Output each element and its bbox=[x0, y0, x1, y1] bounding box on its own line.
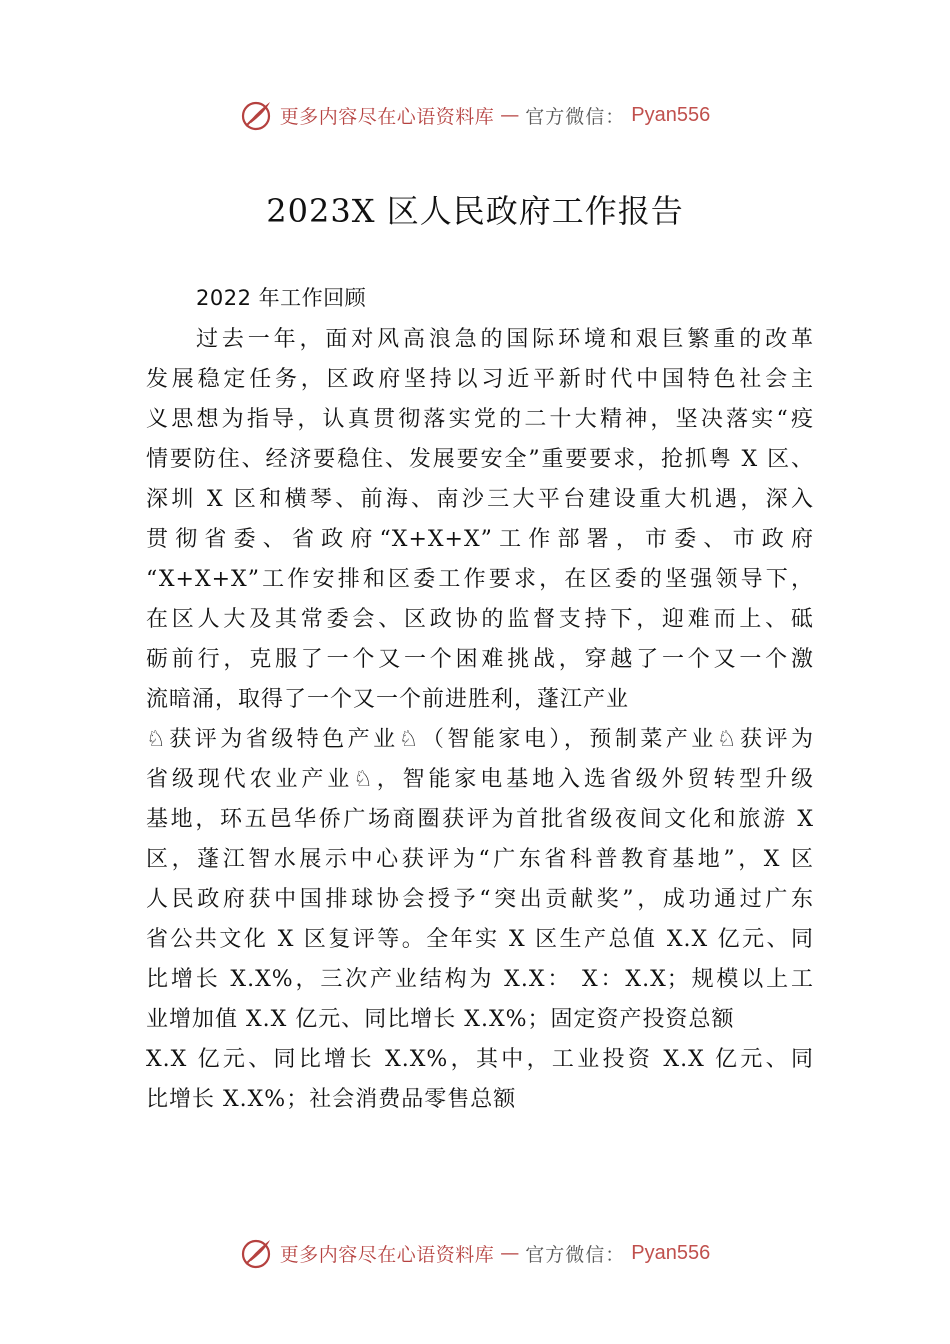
quill-logo-icon bbox=[240, 1236, 274, 1270]
banner-wechat-id: Pyan556 bbox=[631, 103, 711, 126]
paragraph-line: 发展稳定任务，区政府坚持以习近平新时代中国特色社会主 bbox=[146, 367, 814, 392]
banner-brand-text: 更多内容尽在心语资料库 bbox=[279, 1243, 495, 1266]
paragraph-line: 贯彻省委、省政府“X+X+X”工作部署，市委、市政府 bbox=[146, 527, 814, 552]
paragraph-line: X.X 亿元、同比增长 X.X%，其中，工业投资 X.X 亿元、同 bbox=[146, 1047, 814, 1072]
banner-wechat-id: Pyan556 bbox=[631, 1241, 711, 1264]
paragraph-line: 区，蓬江智水展示中心获评为“广东省科普教育基地”，X 区 bbox=[146, 847, 814, 872]
paragraph-line: 义思想为指导，认真贯彻落实党的二十大精神，坚决落实“疫 bbox=[146, 407, 814, 432]
footer-banner bbox=[0, 1233, 950, 1273]
banner-brand-text: 更多内容尽在心语资料库 bbox=[279, 105, 495, 128]
paragraph-line: 在区人大及其常委会、区政协的监督支持下，迎难而上、砥 bbox=[146, 607, 814, 632]
paragraph-line: 深圳 X 区和横琴、前海、南沙三大平台建设重大机遇，深入 bbox=[146, 487, 814, 512]
header-banner bbox=[0, 95, 950, 135]
report-paragraph bbox=[146, 320, 814, 1120]
paragraph-line: 基地，环五邑华侨广场商圈获评为首批省级夜间文化和旅游 X bbox=[146, 807, 814, 832]
paragraph-line: 省公共文化 X 区复评等。全年实 X 区生产总值 X.X 亿元、同 bbox=[146, 927, 814, 952]
paragraph-line: 过去一年，面对风高浪急的国际环境和艰巨繁重的改革 bbox=[196, 327, 814, 352]
banner-separator: — bbox=[500, 104, 520, 126]
quill-logo-icon bbox=[240, 98, 274, 132]
section-heading: 2022 年工作回顾 bbox=[196, 286, 367, 310]
paragraph-line: 砺前行，克服了一个又一个困难挑战，穿越了一个又一个激 bbox=[146, 647, 814, 672]
banner-separator: — bbox=[500, 1242, 520, 1264]
paragraph-line: 省级现代农业产业♘，智能家电基地入选省级外贸转型升级 bbox=[146, 767, 814, 792]
paragraph-line: 比增长 X.X%，三次产业结构为 X.X： X：X.X；规模以上工 bbox=[146, 967, 814, 992]
paragraph-line: 流暗涌，取得了一个又一个前进胜利，蓬江产业 bbox=[146, 687, 630, 712]
paragraph-line: 业增加值 X.X 亿元、同比增长 X.X%；固定资产投资总额 bbox=[146, 1007, 735, 1032]
banner-wechat-label: 官方微信： bbox=[525, 1243, 626, 1266]
paragraph-line: ♘获评为省级特色产业♘（智能家电），预制菜产业♘获评为 bbox=[146, 727, 814, 752]
document-title: 2023X 区人民政府工作报告 bbox=[266, 192, 684, 230]
paragraph-line: “X+X+X”工作安排和区委工作要求，在区委的坚强领导下， bbox=[146, 567, 814, 592]
paragraph-line: 比增长 X.X%；社会消费品零售总额 bbox=[146, 1087, 517, 1112]
paragraph-line: 人民政府获中国排球协会授予“突出贡献奖”，成功通过广东 bbox=[146, 887, 814, 912]
banner-wechat-label: 官方微信： bbox=[525, 105, 626, 128]
paragraph-line: 情要防住、经济要稳住、发展要安全”重要要求，抢抓粤 X 区、 bbox=[146, 447, 814, 472]
